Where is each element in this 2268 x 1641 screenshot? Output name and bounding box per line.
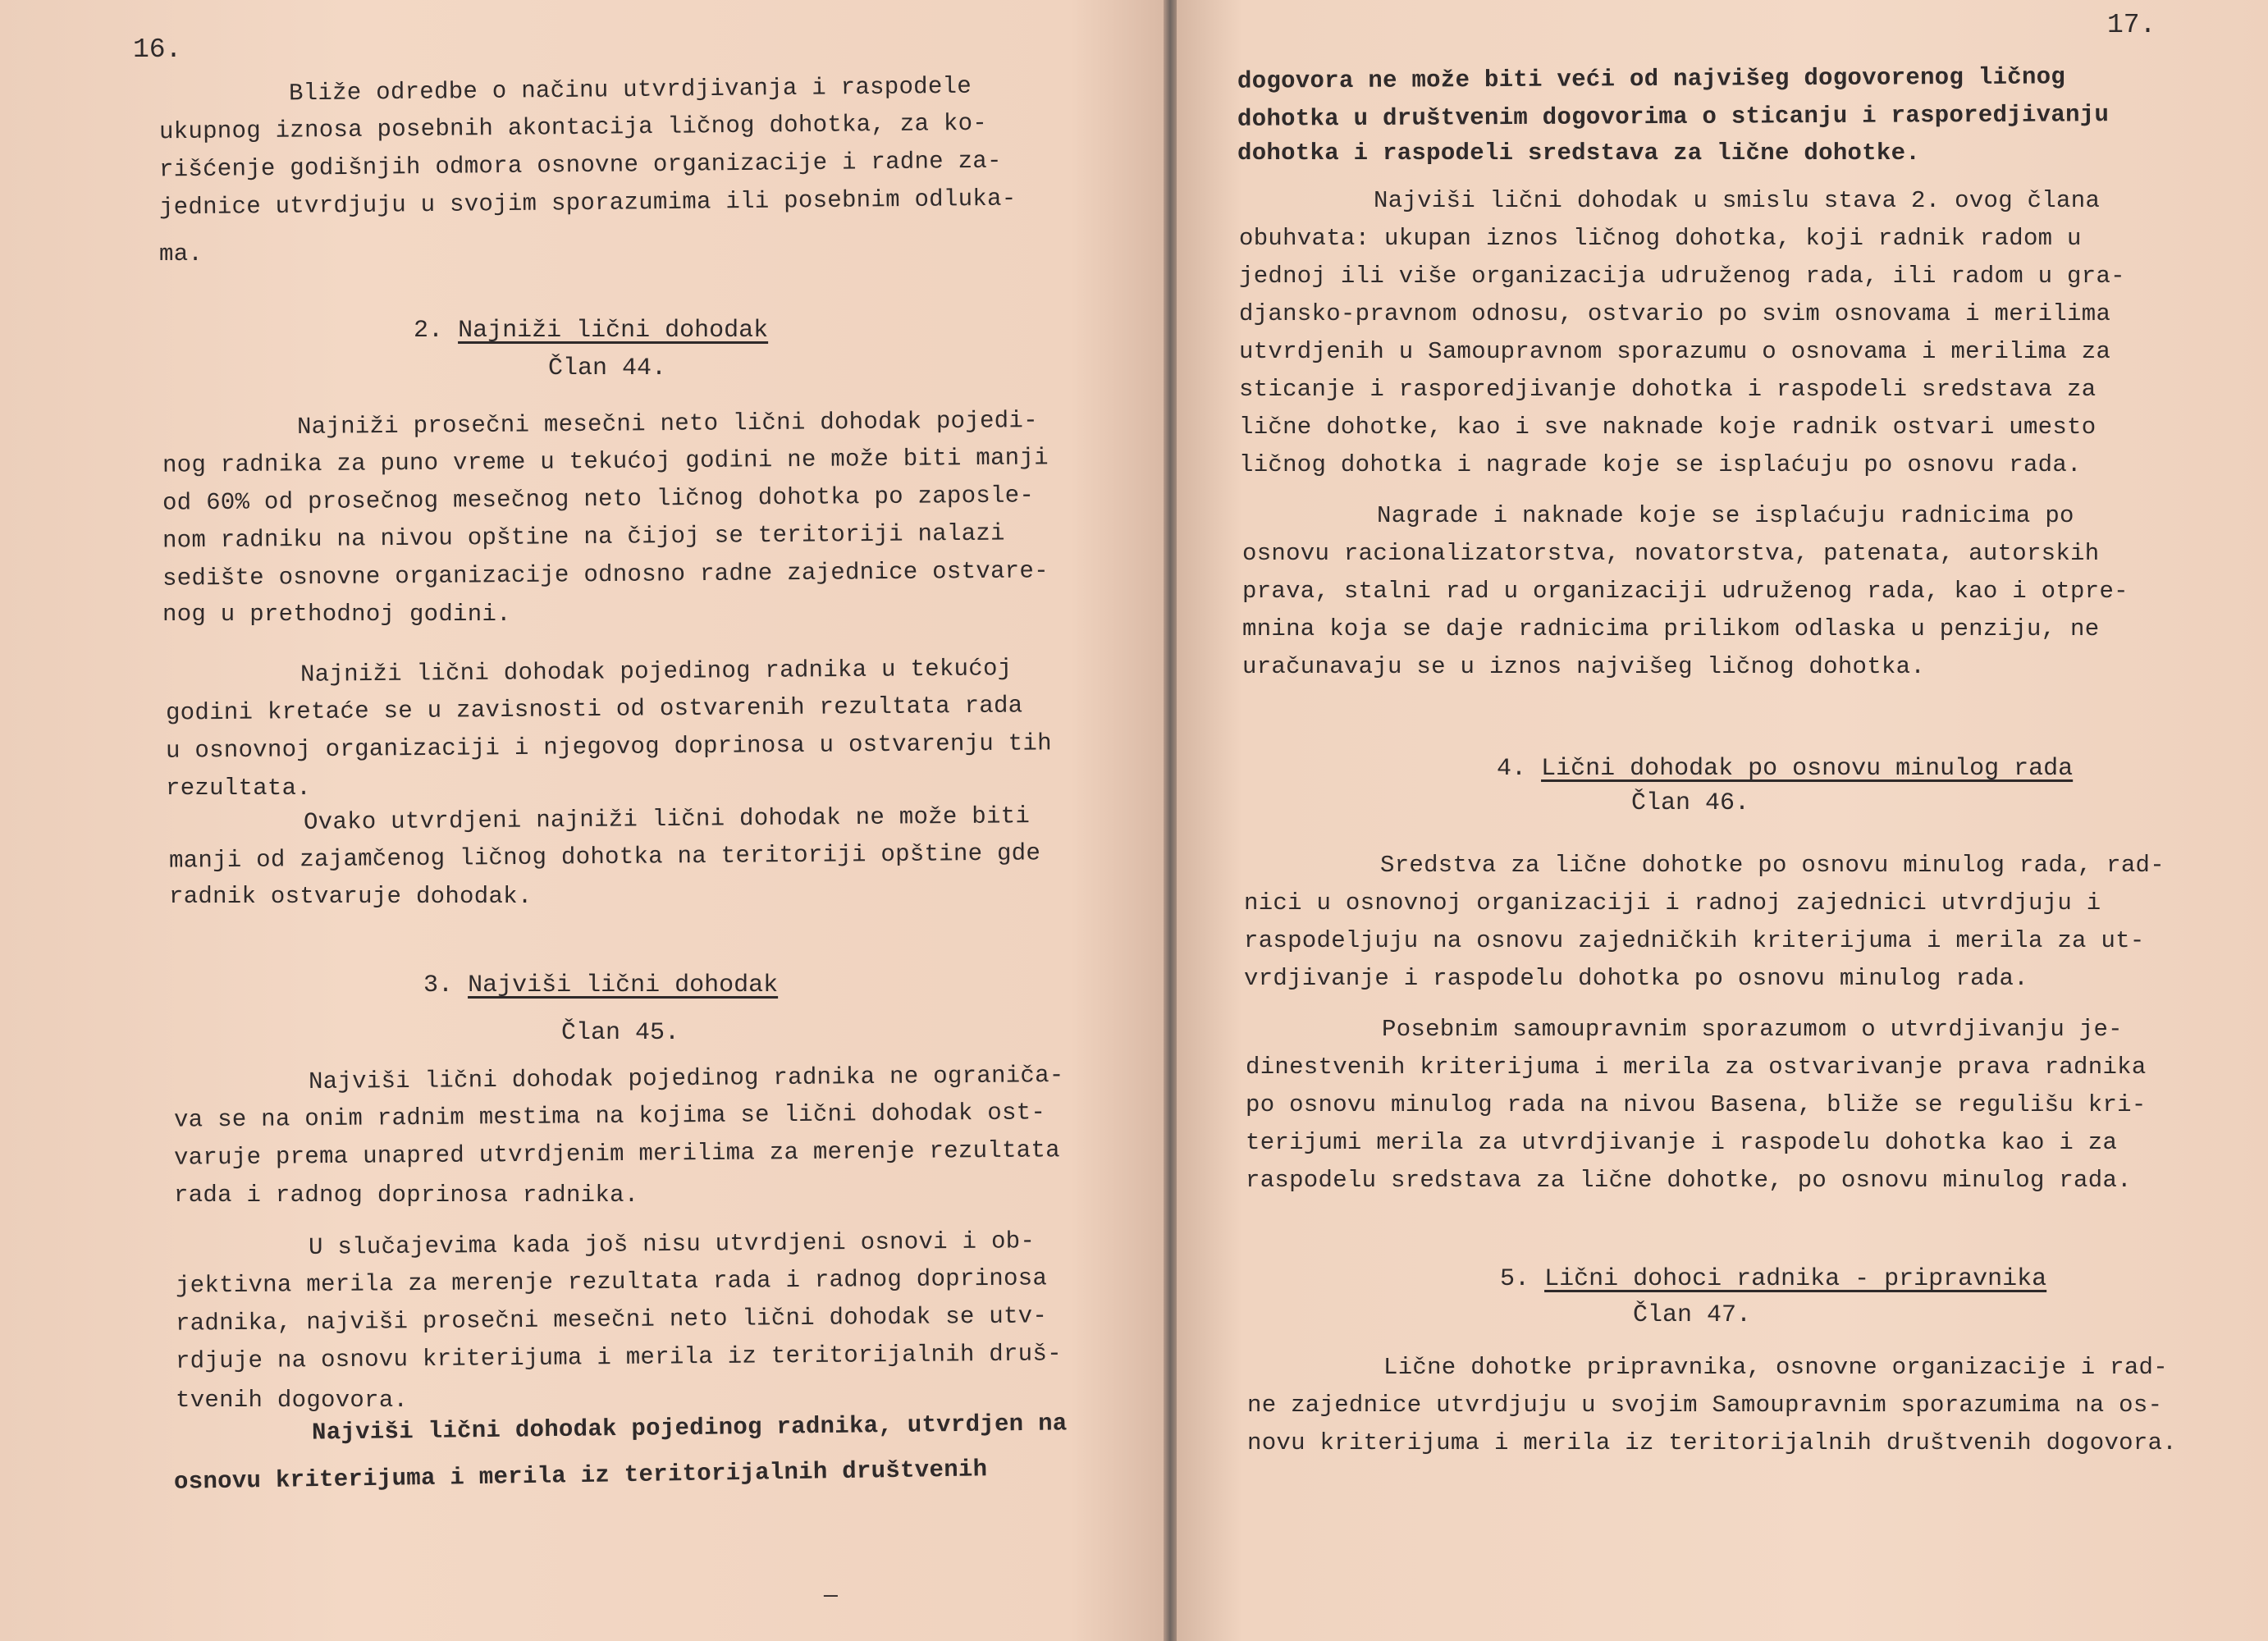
text-line: rada i radnog doprinosa radnika. <box>174 1182 639 1209</box>
text-line: po osnovu minulog rada na nivou Basena, bliže se regulišu kri- <box>1246 1091 2147 1118</box>
text-line: Nagrade i naknade koje se isplaćuju radnicima po <box>1377 502 2074 529</box>
text-line: godini kretaće se u zavisnosti od ostvarenih rezultata rada <box>165 692 1023 727</box>
text-line: Ovako utvrdjeni najniži lični dohodak ne može biti <box>303 802 1031 836</box>
text-line: sticanje i rasporedjivanje dohotka i raspodeli sredstava za <box>1239 376 2097 403</box>
text-line: Posebnim samoupravnim sporazumom o utvrdjivanju je- <box>1382 1016 2123 1043</box>
heading-title: Lični dohodak po osnovu minulog rada <box>1541 755 2074 783</box>
text-line: Bliže odredbe o načinu utvrdjivanja i raspodele <box>288 72 972 107</box>
text-line: rišćenje godišnjih odmora osnovne organizacije i radne za- <box>158 147 1002 184</box>
article-title-46: Član 46. <box>1631 789 1750 817</box>
text-line: Najviši lični dohodak u smislu stava 2. ovog člana <box>1374 187 2101 214</box>
text-line: radnika, najviši prosečni mesečni neto lični dohodak se utv- <box>175 1302 1048 1337</box>
text-line: jektivna merila za merenje rezultata rada i radnog doprinosa <box>175 1264 1048 1300</box>
text-line: ličnog dohotka i nagrade koje se isplaćuju po osnovu rada. <box>1239 451 2082 478</box>
text-line: Najniži lični dohodak pojedinog radnika u tekućoj <box>300 655 1013 688</box>
text-line: dohotka u društvenim dogovorima o sticanju i rasporedjivanju <box>1237 101 2110 133</box>
text-line: radnik ostvaruje dohodak. <box>169 883 533 910</box>
heading-number: 3. <box>423 971 454 999</box>
text-line: djansko-pravnom odnosu, ostvario po svim osnovama i merilima <box>1239 300 2111 327</box>
text-line: lične dohotke, kao i sve naknade koje radnik ostvari umesto <box>1239 414 2097 441</box>
text-line: ne zajednice utvrdjuju u svojim Samoupravnim sporazumima na os- <box>1247 1392 2163 1419</box>
text-line: dogovora ne može biti veći od najvišeg dogovorenog ličnog <box>1237 63 2066 95</box>
text-line: ma. <box>159 240 203 267</box>
text-line: tvenih dogovora. <box>176 1387 409 1414</box>
book-gutter <box>1164 0 1177 1641</box>
text-line: osnovu kriterijuma i merila iz teritorijalnih društvenih <box>173 1456 988 1496</box>
heading-title: Najniži lični dohodak <box>458 317 769 345</box>
article-title-47: Član 47. <box>1633 1301 1752 1329</box>
text-line: nog u prethodnoj godini. <box>162 601 511 628</box>
text-line: rdjuje na osnovu kriterijuma i merila iz teritorijalnih druš- <box>175 1340 1062 1375</box>
section-heading-3 <box>305 944 778 1027</box>
heading-title: Najviši lični dohodak <box>468 971 779 999</box>
text-line: novu kriterijuma i merila iz teritorijalnih društvenih dogovora. <box>1247 1429 2177 1456</box>
text-line: Najniži prosečni mesečni neto lični dohodak pojedi- <box>296 407 1038 441</box>
text-line: Najviši lični dohodak pojedinog radnika ne ograniča- <box>308 1061 1064 1096</box>
text-line: nici u osnovnoj organizaciji i radnoj zajednici utvrdjuju i <box>1244 889 2101 916</box>
text-line: nog radnika za puno vreme u tekućoj godini ne može biti manji <box>162 444 1049 479</box>
text-line: vrdjivanje i raspodelu dohotka po osnovu minulog rada. <box>1244 965 2028 992</box>
section-heading-2 <box>295 289 768 373</box>
text-line: Sredstva za lične dohotke po osnovu minulog rada, rad- <box>1380 852 2165 879</box>
text-line: terijumi merila za utvrdjivanje i raspodelu dohotka kao i za <box>1246 1129 2118 1156</box>
text-line: U slučajevima kada još nisu utvrdjeni osnovi i ob- <box>308 1227 1036 1261</box>
heading-title: Lični dohoci radnika - pripravnika <box>1544 1265 2047 1293</box>
text-line: od 60% od prosečnog mesečnog neto ličnog dohotka po zaposle- <box>162 482 1035 517</box>
heading-number: 2. <box>414 317 444 345</box>
text-line: raspodelu sredstava za lične dohotke, po osnovu minulog rada. <box>1246 1167 2132 1194</box>
text-line: jednoj ili više organizacija udruženog rada, ili radom u gra- <box>1239 263 2125 290</box>
text-line: osnovu racionalizatorstva, novatorstva, patenata, autorskih <box>1242 540 2100 567</box>
text-line: u osnovnoj organizaciji i njegovog doprinosa u ostvarenju tih <box>165 729 1052 765</box>
text-line: raspodeljuju na osnovu zajedničkih kriterijuma i merila za ut- <box>1244 927 2145 954</box>
text-line: utvrdjenih u Samoupravnom sporazumu o osnovama i merilima za <box>1239 338 2111 365</box>
text-line: dohotka i raspodeli sredstava za lične dohotke. <box>1237 139 1921 167</box>
page-number-left: 16. <box>133 34 182 65</box>
article-title-45: Član 45. <box>561 1019 680 1047</box>
text-line: dinestvenih kriterijuma i merila za ostvarivanje prava radnika <box>1246 1054 2147 1081</box>
footer-mark: — <box>824 1584 838 1609</box>
text-line: prava, stalni rad u organizaciji udruženog rada, kao i otpre- <box>1242 578 2129 605</box>
text-line: va se na onim radnim mestima na kojima se lični dohodak ost- <box>173 1099 1046 1134</box>
text-line: Najviši lični dohodak pojedinog radnika, utvrdjen na <box>311 1410 1068 1447</box>
text-line: varuje prema unapred utvrdjenim merilima za merenje rezultata <box>173 1136 1060 1172</box>
right-page <box>1177 0 2268 1641</box>
text-line: nom radniku na nivou opštine na čijoj se teritoriji nalazi <box>162 519 1005 555</box>
text-line: rezultata. <box>166 775 312 802</box>
heading-number: 5. <box>1500 1265 1530 1293</box>
text-line: Lične dohotke pripravnika, osnovne organizacije i rad- <box>1383 1354 2168 1381</box>
heading-number: 4. <box>1497 755 1527 783</box>
text-line: manji od zajamčenog ličnog dohotka na teritoriji opštine gde <box>168 839 1041 875</box>
text-line: ukupnog iznosa posebnih akontacija ličnog dohotka, za ko- <box>158 109 988 146</box>
text-line: jednice utvrdjuju u svojim sporazumima ili posebnim odluka- <box>158 185 1017 222</box>
text-line: obuhvata: ukupan iznos ličnog dohotka, koji radnik radom u <box>1239 225 2082 252</box>
page-number-right: 17. <box>2107 10 2156 40</box>
text-line: mnina koja se daje radnicima prilikom odlaska u penziju, ne <box>1242 615 2100 642</box>
article-title-44: Član 44. <box>548 354 667 382</box>
text-line: uračunavaju se u iznos najvišeg ličnog dohotka. <box>1242 653 1926 680</box>
text-line: sedište osnovne organizacije odnosno radne zajednice ostvare- <box>162 557 1049 592</box>
